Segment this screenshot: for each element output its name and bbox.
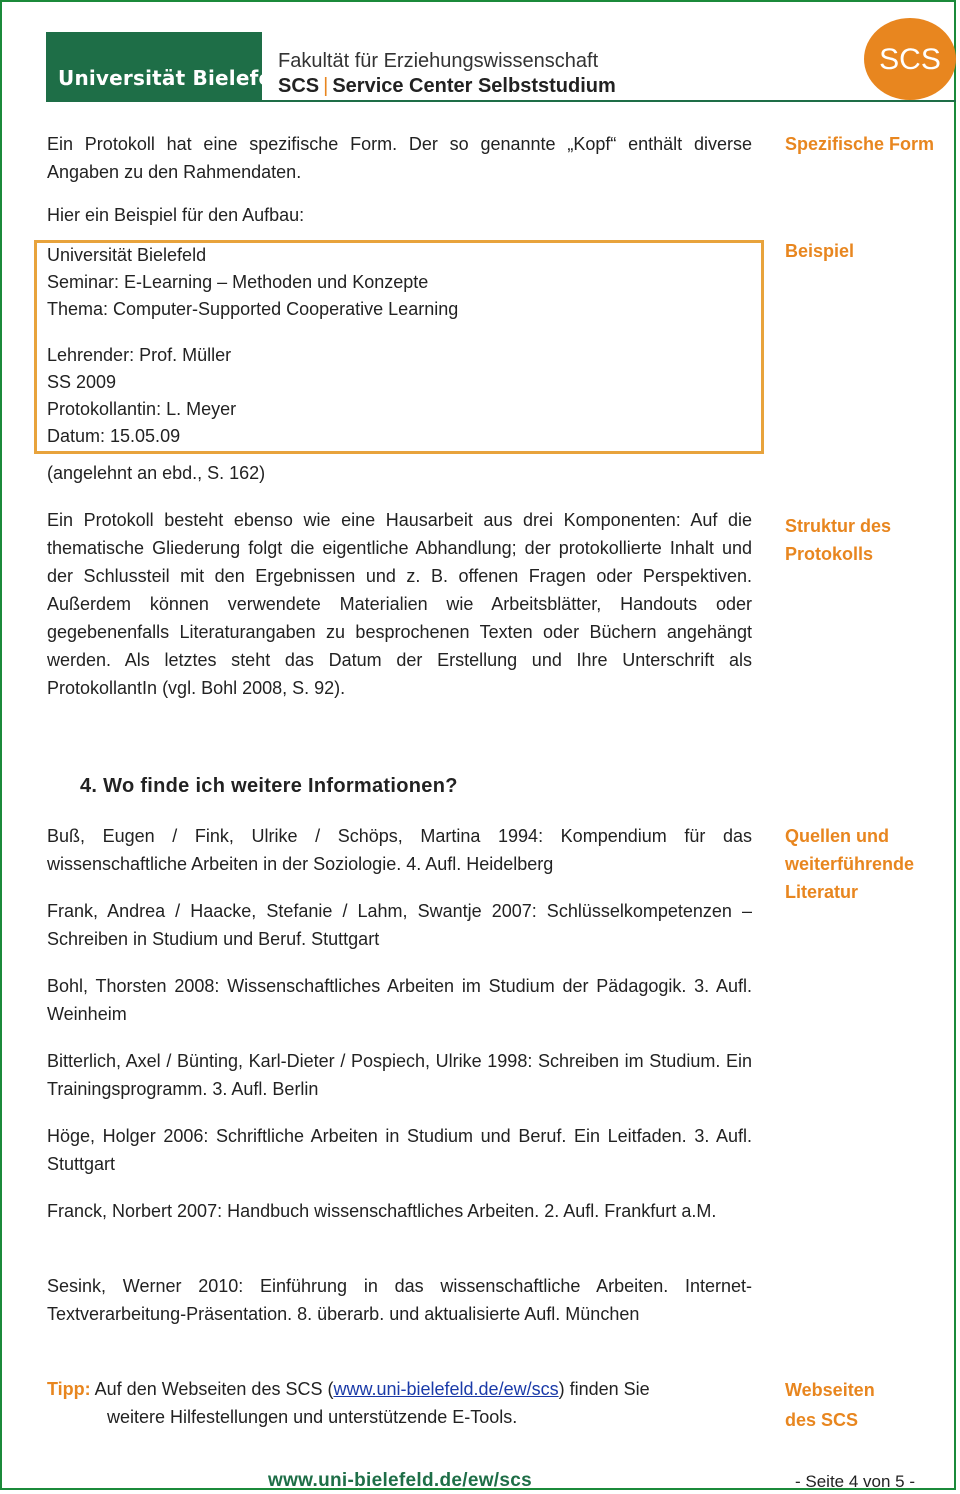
example-lines-2	[47, 342, 236, 450]
example-line: Thema: Computer-Supported Cooperative Learning	[47, 299, 459, 319]
side-note-line: weiterführende	[785, 854, 915, 874]
example-line: Seminar: E-Learning – Methoden und Konzepte	[47, 272, 429, 292]
center-name: Service Center Selbststudium	[332, 75, 616, 97]
side-note-webseiten	[785, 1375, 955, 1435]
structure-paragraph: Ein Protokoll besteht ebenso wie eine Hausarbeit aus drei Komponenten: Auf die thematische Gliederung folgt die eigentliche Abhandlung; der protokollierte Inhalt und der Schlussteil mit den Ergebnissen und z. B. offenen Fragen oder Perspektiven. Außerdem können verwendete Materialien wie Arbeitsblätter, Handouts oder gegebenenfalls Literaturangaben zu besprochenen Texten oder Büchern angehängt werden. Als letztes steht das Datum der Erstellung und Ihre Unterschrift als ProtokollantIn (vgl. Bohl 2008, S. 92).	[47, 510, 752, 698]
center-title	[278, 75, 616, 98]
side-note-line: Struktur des	[785, 516, 892, 536]
tipp-label: Tipp:	[47, 1379, 91, 1399]
side-note-quellen	[785, 822, 955, 906]
side-note-line: Quellen und	[785, 826, 890, 846]
side-note-line: des SCS	[785, 1410, 859, 1430]
section-heading: 4. Wo finde ich weitere Informationen?	[80, 775, 458, 797]
reference-item: Bohl, Thorsten 2008: Wissenschaftliches Arbeiten im Studium der Pädagogik. 3. Aufl. Weinheim	[47, 976, 752, 1024]
faculty-name: Fakultät für Erziehungswissenschaft	[278, 50, 599, 72]
example-lines-1	[47, 242, 458, 323]
example-line: Lehrender: Prof. Müller	[47, 345, 232, 365]
example-line: Protokollantin: L. Meyer	[47, 399, 237, 419]
header-divider	[262, 100, 956, 102]
tipp-text: ) finden Sie	[558, 1379, 650, 1399]
example-line: SS 2009	[47, 372, 117, 392]
reference-item: Franck, Norbert 2007: Handbuch wissenschaftliches Arbeiten. 2. Aufl. Frankfurt a.M.	[47, 1201, 717, 1221]
scs-badge: SCS	[864, 18, 956, 100]
reference-item: Höge, Holger 2006: Schriftliche Arbeiten in Studium und Beruf. Ein Leitfaden. 3. Aufl. Stuttgart	[47, 1126, 752, 1174]
tipp-text: Auf den Webseiten des SCS (	[90, 1379, 334, 1399]
side-note-line: Protokolls	[785, 544, 874, 564]
side-note-beispiel: Beispiel	[785, 241, 855, 261]
page-number: - Seite 4 von 5 -	[795, 1472, 916, 1491]
intro-paragraph: Ein Protokoll hat eine spezifische Form. Der so genannte „Kopf“ enthält diverse Angaben zu den Rahmendaten.	[47, 134, 752, 182]
reference-item: Sesink, Werner 2010: Einführung in das wissenschaftliche Arbeiten. Internet-Textverarbeitung-Präsentation. 8. überarb. und aktualisierte Aufl. München	[47, 1276, 752, 1324]
side-note-line: Webseiten	[785, 1380, 875, 1400]
university-logo: Universität Bielefeld	[58, 66, 294, 90]
scs-website-link[interactable]: www.uni-bielefeld.de/ew/scs	[333, 1379, 559, 1399]
reference-item: Bitterlich, Axel / Bünting, Karl-Dieter / Pospiech, Ulrike 1998: Schreiben im Studium. Ein Trainingsprogramm. 3. Aufl. Berlin	[47, 1051, 752, 1099]
tipp-paragraph	[47, 1375, 752, 1431]
source-note: (angelehnt an ebd., S. 162)	[47, 463, 266, 483]
title-separator: |	[323, 75, 329, 97]
example-line: Universität Bielefeld	[47, 245, 207, 265]
example-intro: Hier ein Beispiel für den Aufbau:	[47, 205, 305, 225]
example-line: Datum: 15.05.09	[47, 426, 181, 446]
reference-item: Frank, Andrea / Haacke, Stefanie / Lahm, Swantje 2007: Schlüsselkompetenzen – Schreiben in Studium und Beruf. Stuttgart	[47, 901, 752, 949]
footer-url[interactable]: www.uni-bielefeld.de/ew/scs	[268, 1470, 532, 1491]
tipp-continuation: weitere Hilfestellungen und unterstützende E-Tools.	[107, 1407, 518, 1427]
reference-item: Buß, Eugen / Fink, Ulrike / Schöps, Martina 1994: Kompendium für das wissenschaftliche Arbeiten in der Soziologie. 4. Aufl. Heidelberg	[47, 826, 752, 874]
scs-abbr: SCS	[278, 75, 320, 97]
side-note-form: Spezifische Form	[785, 134, 935, 154]
side-note-struktur	[785, 512, 955, 568]
side-note-line: Literatur	[785, 882, 859, 902]
